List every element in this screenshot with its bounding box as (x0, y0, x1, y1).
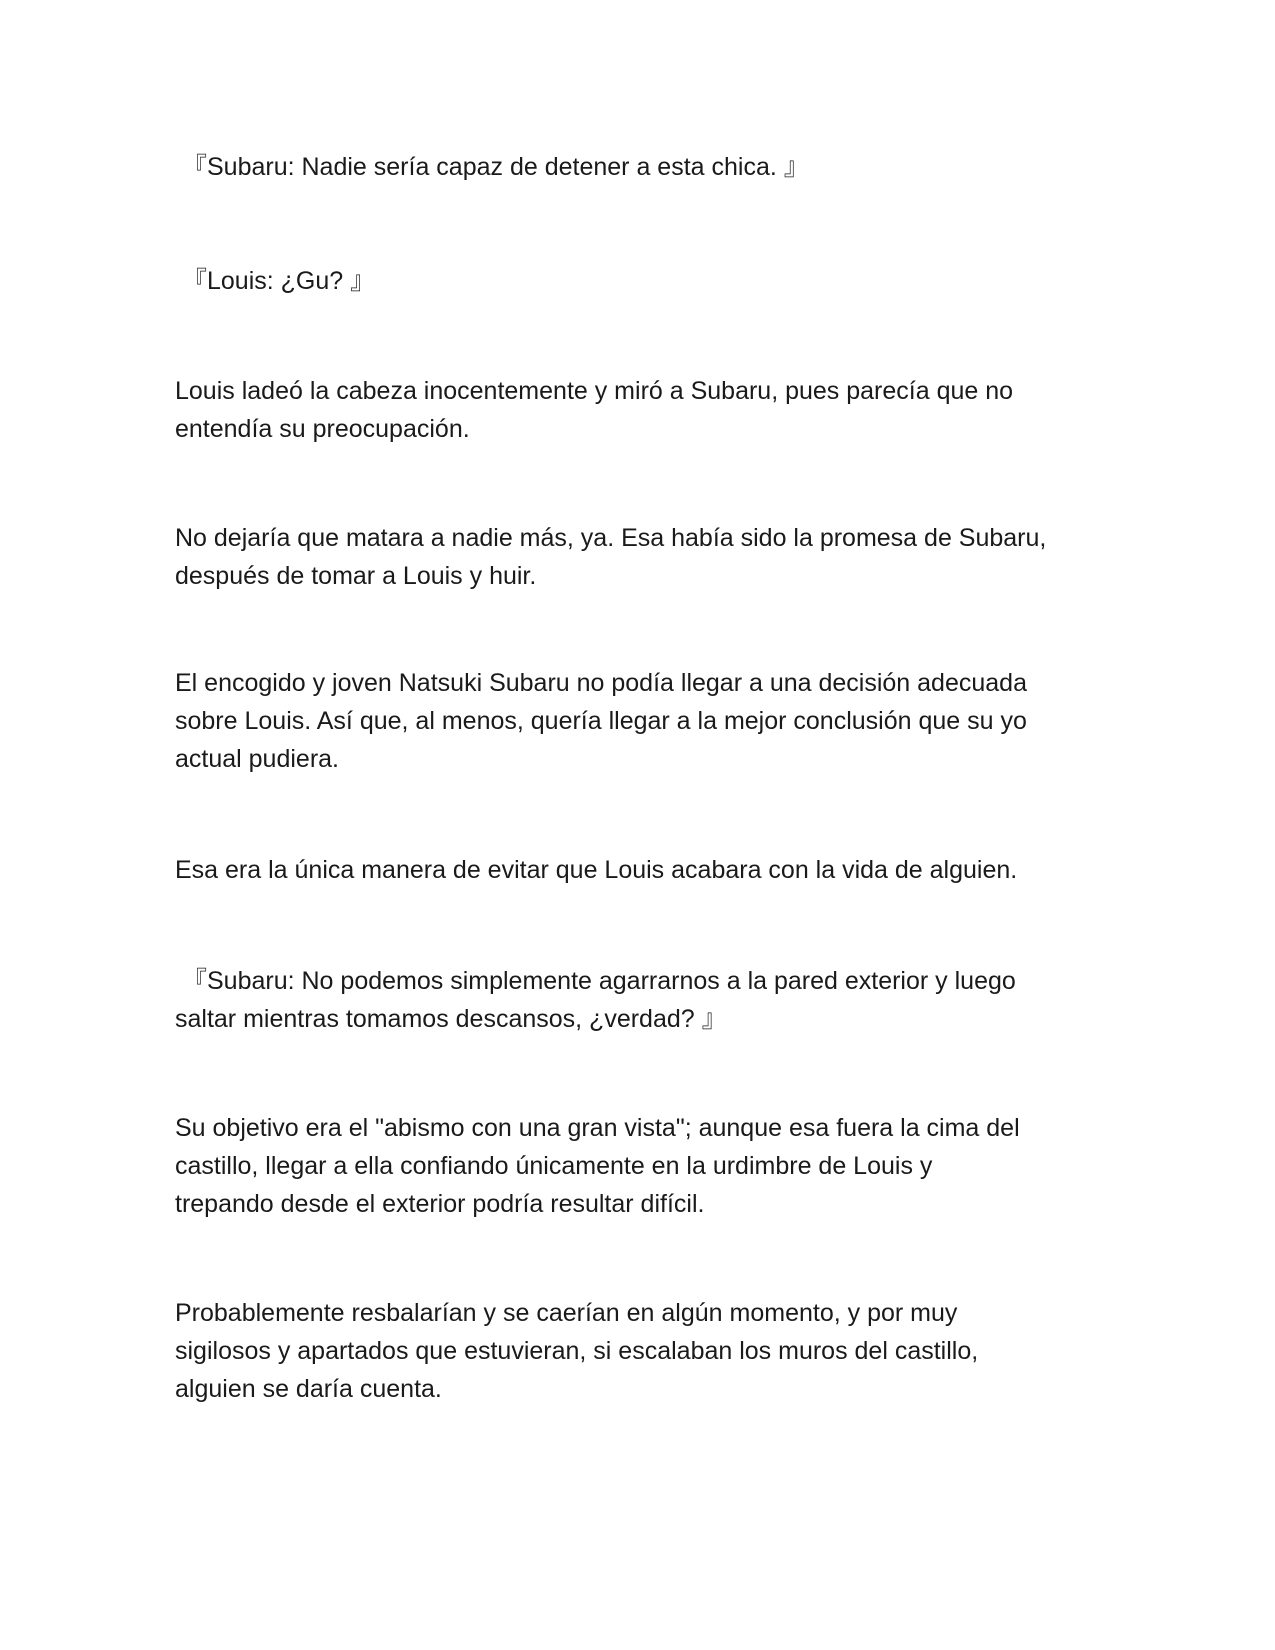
text-line: castillo, llegar a ella confiando únicamente en la urdimbre de Louis y (175, 1152, 933, 1180)
text-line: sigilosos y apartados que estuvieran, si escalaban los muros del castillo, (175, 1337, 979, 1365)
text-line: después de tomar a Louis y huir. (175, 562, 537, 590)
dialogue-paragraph (182, 148, 1102, 186)
text-line: entendía su preocupación. (175, 415, 470, 443)
text-line: No dejaría que matara a nadie más, ya. Esa había sido la promesa de Subaru, (175, 524, 1047, 552)
narration-paragraph (175, 664, 1095, 778)
text-line: 『Subaru: Nadie sería capaz de detener a esta chica. 』 (182, 153, 809, 181)
text-line: 『Louis: ¿Gu? 』 (182, 267, 376, 295)
narration-paragraph (175, 1109, 1095, 1223)
text-line: Su objetivo era el "abismo con una gran vista"; aunque esa fuera la cima del (175, 1114, 1020, 1142)
narration-paragraph (175, 1294, 1095, 1408)
text-line: Esa era la única manera de evitar que Louis acabara con la vida de alguien. (175, 856, 1018, 884)
dialogue-paragraph (182, 262, 1102, 300)
dialogue-paragraph (175, 962, 1095, 1038)
narration-paragraph (175, 372, 1095, 448)
text-line: alguien se daría cuenta. (175, 1375, 442, 1403)
narration-paragraph (175, 519, 1095, 595)
text-line: Louis ladeó la cabeza inocentemente y miró a Subaru, pues parecía que no (175, 377, 1014, 405)
text-line: actual pudiera. (175, 745, 340, 773)
text-line: trepando desde el exterior podría resultar difícil. (175, 1190, 705, 1218)
narration-paragraph (175, 851, 1095, 889)
text-line: El encogido y joven Natsuki Subaru no podía llegar a una decisión adecuada (175, 669, 1027, 697)
text-line: Probablemente resbalarían y se caerían en algún momento, y por muy (175, 1299, 958, 1327)
text-line: 『Subaru: No podemos simplemente agarrarnos a la pared exterior y luego (182, 967, 1016, 995)
text-line: sobre Louis. Así que, al menos, quería llegar a la mejor conclusión que su yo (175, 707, 1027, 735)
text-line: saltar mientras tomamos descansos, ¿verdad? 』 (175, 1005, 727, 1033)
